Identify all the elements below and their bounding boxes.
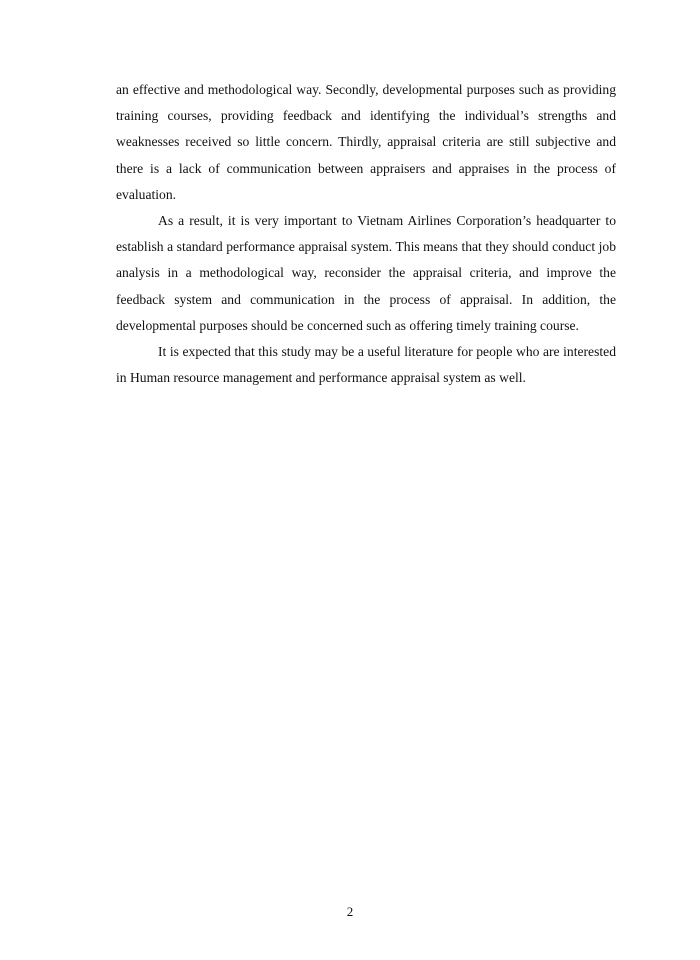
body-text xyxy=(116,77,616,391)
page-number: 2 xyxy=(346,904,354,919)
paragraph-recommendation: As a result, it is very important to Vietnam Airlines Corporation’s headquarter to establish a standard performance appraisal system. This means that they should conduct job analysis in a methodological way, reconsider the appraisal criteria, and improve the feedback system and communication in the process of appraisal. In addition, the developmental purposes should be concerned such as offering timely training course. xyxy=(116,213,616,333)
paragraph-continuation: an effective and methodological way. Secondly, developmental purposes such as providing training courses, providing feedback and identifying the individual’s strengths and weaknesses received so little concern. Thirdly, appraisal criteria are still subjective and there is a lack of communication between appraisers and appraises in the process of evaluation. xyxy=(116,82,616,202)
paragraph-conclusion: It is expected that this study may be a useful literature for people who are interested in Human resource management and performance appraisal system as well. xyxy=(116,344,616,386)
